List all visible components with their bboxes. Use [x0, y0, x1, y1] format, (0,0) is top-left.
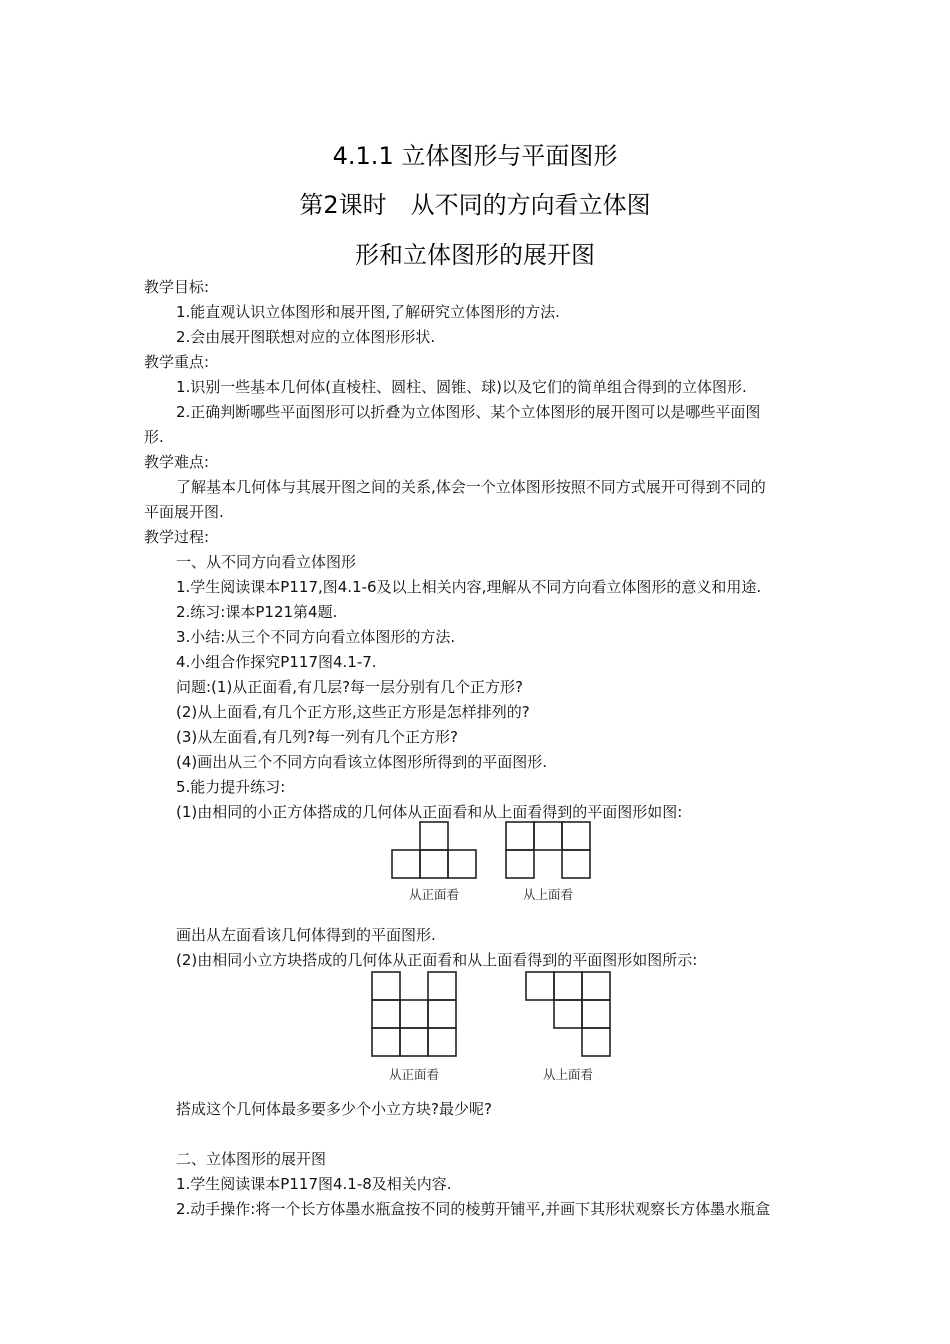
process-item: 5.能力提升练习:: [176, 778, 286, 796]
document-title: 4.1.1 立体图形与平面图形: [332, 142, 618, 170]
goal-item: 2.会由展开图联想对应的立体图形形状.: [176, 328, 436, 346]
fig2-front-view: [372, 972, 456, 1056]
lesson-title-line2: 形和立体图形的展开图: [355, 241, 595, 269]
question-item: (2)从上面看,有几个正方形,这些正方形是怎样排列的?: [176, 703, 530, 721]
fig2-top-caption: 从上面看: [542, 1067, 594, 1082]
key-item: 1.识别一些基本几何体(直棱柱、圆柱、圆锥、球)以及它们的简单组合得到的立体图形.: [176, 378, 747, 396]
process-item: 4.小组合作探究P117图4.1-7.: [176, 653, 377, 671]
figure-2: [368, 969, 618, 1087]
key-item-continued: 形.: [144, 428, 164, 446]
process-heading: 教学过程:: [144, 528, 210, 546]
part2-heading: 二、立体图形的展开图: [176, 1150, 327, 1168]
key-heading: 教学重点:: [144, 353, 210, 371]
process-item: 1.学生阅读课本P117图4.1-8及相关内容.: [176, 1175, 452, 1193]
lesson-title-line1: 第2课时 从不同的方向看立体图: [299, 191, 651, 219]
process-item: 2.练习:课本P121第4题.: [176, 603, 338, 621]
exercise-item: (2)由相同小立方块搭成的几何体从正面看和从上面看得到的平面图形如图所示:: [176, 951, 698, 969]
process-item: 3.小结:从三个不同方向看立体图形的方法.: [176, 628, 456, 646]
process-item: 2.动手操作:将一个长方体墨水瓶盒按不同的棱剪开铺平,并画下其形状观察长方体墨水瓶盒: [176, 1200, 771, 1218]
fig2-front-caption: 从正面看: [388, 1067, 440, 1082]
key-item: 2.正确判断哪些平面图形可以折叠为立体图形、某个立体图形的展开图可以是哪些平面图: [176, 403, 761, 421]
difficulty-text-continued: 平面展开图.: [144, 503, 224, 521]
difficulty-text: 了解基本几何体与其展开图之间的关系,体会一个立体图形按照不同方式展开可得到不同的: [176, 478, 766, 496]
fig1-front-caption: 从正面看: [408, 887, 460, 902]
difficulty-heading: 教学难点:: [144, 453, 210, 471]
question-item: (3)从左面看,有几列?每一列有几个正方形?: [176, 728, 458, 746]
goal-item: 1.能直观认识立体图形和展开图,了解研究立体图形的方法.: [176, 303, 560, 321]
process-item: 1.学生阅读课本P117,图4.1-6及以上相关内容,理解从不同方向看立体图形的意义和用途.: [176, 578, 762, 596]
question-text: 搭成这个几何体最多要多少个小立方块?最少呢?: [176, 1100, 492, 1118]
fig2-top-view: [526, 972, 610, 1056]
fig1-top-caption: 从上面看: [522, 887, 574, 902]
instruction-text: 画出从左面看该几何体得到的平面图形.: [176, 926, 436, 944]
exercise-item: (1)由相同的小正方体搭成的几何体从正面看和从上面看得到的平面图形如图:: [176, 803, 683, 821]
goals-heading: 教学目标:: [144, 278, 210, 296]
question-item: (4)画出从三个不同方向看该立体图形所得到的平面图形.: [176, 753, 548, 771]
question-item: 问题:(1)从正面看,有几层?每一层分别有几个正方形?: [176, 678, 523, 696]
fig1-front-view: [392, 822, 476, 878]
part1-heading: 一、从不同方向看立体图形: [176, 553, 357, 571]
figure-1: [388, 818, 598, 906]
fig1-top-view: [506, 822, 590, 878]
